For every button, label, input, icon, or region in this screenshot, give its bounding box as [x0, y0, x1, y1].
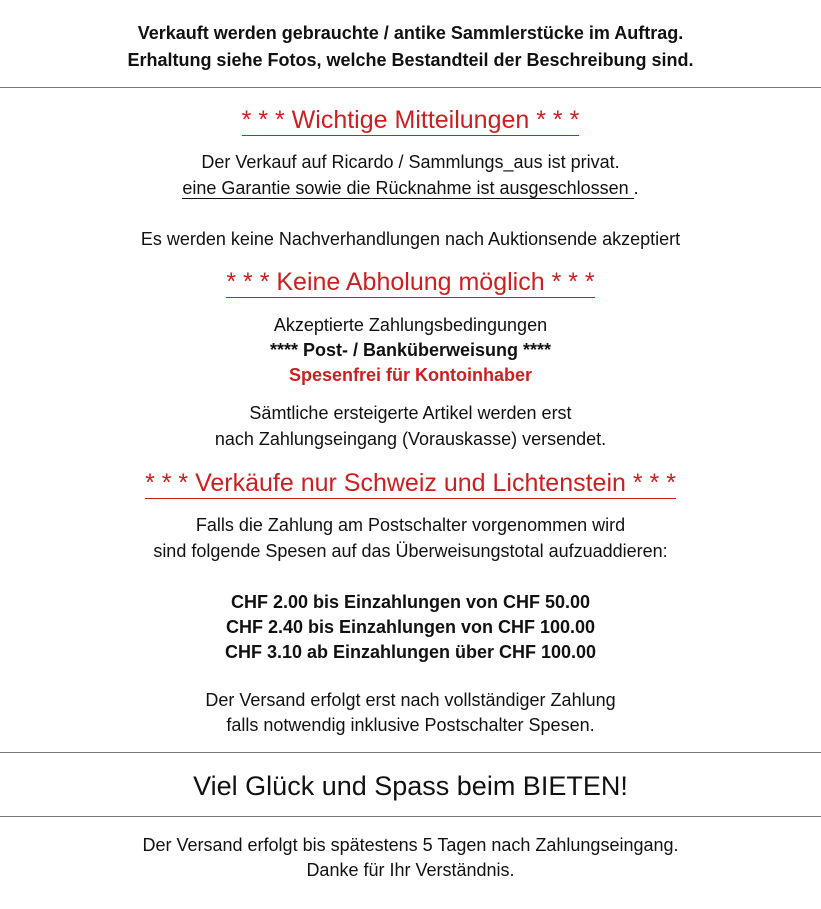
notices-line-3: Es werden keine Nachverhandlungen nach Auktionsende akzeptiert [140, 229, 681, 249]
footer-line-2: Danke für Ihr Verständnis. [306, 860, 515, 880]
closing-message: Viel Glück und Spass beim BIETEN! [193, 771, 628, 801]
region-line-2: sind folgende Spesen auf das Überweisungstotal aufzuaddieren: [153, 541, 668, 561]
payment-line-2: **** Post- / Banküberweisung **** [269, 340, 552, 360]
region-heading [0, 468, 821, 498]
intro-line-1: Verkauft werden gebrauchte / antike Sammlerstücke im Auftrag. [137, 23, 684, 43]
fee-line-3: CHF 3.10 ab Einzahlungen über CHF 100.00 [224, 642, 597, 662]
footer-line-1: Der Versand erfolgt bis spätestens 5 Tagen nach Zahlungseingang. [142, 835, 679, 855]
notices-heading [0, 105, 821, 135]
notices-heading-text: * * * Wichtige Mitteilungen * * * [241, 106, 580, 134]
notices-line-2 [0, 177, 821, 199]
region-heading-text: * * * Verkäufe nur Schweiz und Lichtenstein * * * [145, 469, 676, 497]
payment-line-3: Spesenfrei für Kontoinhaber [288, 365, 533, 385]
fee-line-1: CHF 2.00 bis Einzahlungen von CHF 50.00 [230, 592, 591, 612]
payment-line-5: nach Zahlungseingang (Vorauskasse) versendet. [214, 429, 607, 449]
pickup-heading-text: * * * Keine Abholung möglich * * * [226, 268, 595, 296]
shipping-note-line-2: falls notwendig inklusive Postschalter Spesen. [226, 715, 595, 735]
payment-line-4: Sämtliche ersteigerte Artikel werden erst [249, 403, 572, 423]
fee-line-2: CHF 2.40 bis Einzahlungen von CHF 100.00 [225, 617, 596, 637]
divider-top [0, 87, 821, 88]
pickup-heading [0, 267, 821, 297]
notices-line-2-suffix: . [633, 178, 639, 198]
payment-line-1: Akzeptierte Zahlungsbedingungen [273, 315, 548, 335]
notices-line-2-wrap [182, 178, 633, 199]
notices-line-2-underlined: eine Garantie sowie die Rücknahme ist ausgeschlossen [182, 178, 634, 198]
notices-line-1: Der Verkauf auf Ricardo / Sammlungs_aus ist privat. [201, 152, 620, 172]
divider-bottom [0, 816, 821, 817]
region-line-1: Falls die Zahlung am Postschalter vorgenommen wird [195, 515, 626, 535]
shipping-note-line-1: Der Versand erfolgt erst nach vollständiger Zahlung [205, 690, 616, 710]
intro-line-2: Erhaltung siehe Fotos, welche Bestandteil der Beschreibung sind. [127, 50, 694, 70]
divider-middle [0, 752, 821, 753]
